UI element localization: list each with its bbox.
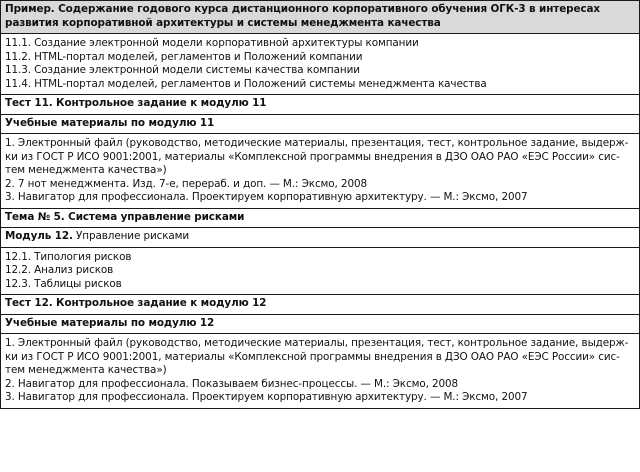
materials12-heading: Учебные материалы по модулю 12 — [5, 316, 215, 329]
module12-row — [1, 227, 639, 247]
list-item: 12.3. Таблицы рисков — [5, 277, 122, 290]
table-header — [1, 1, 639, 33]
module12-prefix: Модуль 12. — [5, 230, 73, 242]
materials12-list — [1, 333, 639, 408]
module12-heading — [5, 230, 634, 244]
list-item: 3. Навигатор для профессионала. Проектируем корпоративную архитектуру. — М.: Эксмо, 2007 — [5, 191, 528, 203]
list-item: 11.3. Создание электронной модели системы качества компании — [5, 64, 360, 76]
list-item: 3. Навигатор для профессионала. Проектируем корпоративную архитектуру. — М.: Эксмо, 2007 — [5, 391, 528, 403]
list-item: 11.4. HTML-портал моделей, регламентов и Положений системы менеджмента качества — [5, 77, 487, 90]
test12-label: Тест 12. Контрольное задание к модулю 12 — [5, 297, 267, 309]
test11-row — [1, 94, 639, 114]
module12-title: Управление рисками — [72, 230, 190, 242]
theme5-label: Тема № 5. Система управление рисками — [5, 210, 245, 223]
materials11-heading: Учебные материалы по модулю 11 — [5, 116, 215, 129]
list-item: 11.2. HTML-портал моделей, регламентов и Положений компании — [5, 50, 363, 63]
test12-row — [1, 294, 639, 314]
list-item: 2. 7 нот менеджмента. Изд. 7-е, перераб. и доп. — М.: Эксмо, 2008 — [5, 177, 367, 190]
list-item: 2. Навигатор для профессионала. Показываем бизнес-процессы. — М.: Эксмо, 2008 — [5, 377, 459, 390]
list-item: 12.1. Типология рисков — [5, 250, 132, 263]
list-item: 1. Электронный файл (руководство, методические материалы, презентация, тест, контрольное задание, выдерж-ки из ГОСТ Р ИСО 9001:2001, материалы «Комплексной программы внедрения в ДЗО ОАО РАО «ЕЭС России» сис-тем менеджмента качества») — [5, 337, 629, 376]
module11-topics — [1, 33, 639, 94]
table-title: Пример. Содержание годового курса дистанционного корпоративного обучения ОГК-3 в интересах развития корпоративной архитектуры и системы менеджмента качества — [5, 3, 601, 29]
theme5-row — [1, 208, 639, 228]
module12-topics — [1, 247, 639, 295]
list-item: 11.1. Создание электронной модели корпоративной архитектуры компании — [5, 37, 419, 49]
materials12-heading-row — [1, 314, 639, 334]
materials11-heading-row — [1, 114, 639, 134]
list-item: 12.2. Анализ рисков — [5, 264, 114, 276]
list-item: 1. Электронный файл (руководство, методические материалы, презентация, тест, контрольное задание, выдерж-ки из ГОСТ Р ИСО 9001:2001, материалы «Комплексной программы внедрения в ДЗО ОАО РАО «ЕЭС России» сис-тем менеджмента качества») — [5, 137, 629, 176]
materials11-list — [1, 133, 639, 208]
test11-label: Тест 11. Контрольное задание к модулю 11 — [5, 97, 267, 109]
